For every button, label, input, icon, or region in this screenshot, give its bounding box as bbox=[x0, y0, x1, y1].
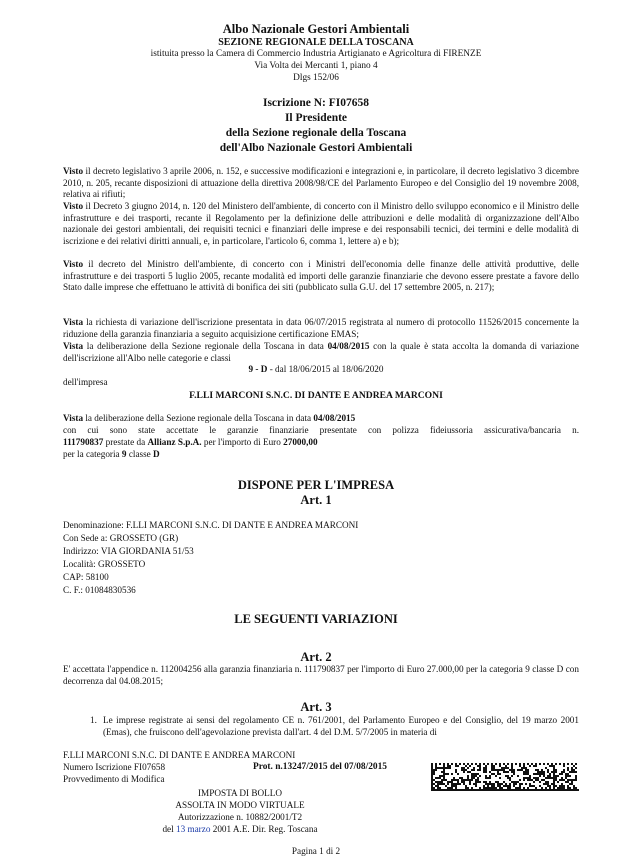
address-line: Via Volta dei Mercanti 1, piano 4 bbox=[254, 61, 378, 71]
albo-title: Albo Nazionale Gestori Ambientali bbox=[222, 22, 410, 36]
footer-provvedimento: Provvedimento di Modifica bbox=[63, 774, 165, 784]
footer-protocol: Prot. n.13247/2015 del 07/08/2015 bbox=[253, 762, 387, 772]
recital-1-text: il decreto legislativo 3 aprile 2006, n. 152, e successive modificazioni e integrazioni e, in particolare, il decreto legislativo 3 dicembre 2010, n. 205, recante disposizioni di attuazione della direttiva 2008/98/CE del Parlamento Europeo e del Consiglio del 19 novembre 2008, relativa ai rifiuti; bbox=[63, 166, 580, 200]
company-intro: dell'impresa bbox=[63, 377, 108, 387]
recital-1-verb: Visto bbox=[63, 166, 84, 176]
sede: Con Sede a: GROSSETO (GR) bbox=[63, 533, 179, 543]
recital-3 bbox=[63, 259, 579, 294]
bollo-rest: 2001 A.E. Dir. Reg. Toscana bbox=[212, 824, 318, 834]
section-title: SEZIONE REGIONALE DELLA TOSCANA bbox=[218, 37, 414, 48]
recital-6-date: 04/08/2015 bbox=[313, 413, 356, 423]
denominazione: Denominazione: F.LLI MARCONI S.N.C. DI DANTE E ANDREA MARCONI bbox=[63, 520, 359, 530]
policy-number: 111790837 bbox=[63, 437, 104, 447]
art-1-heading: Art. 1 bbox=[300, 493, 332, 507]
section-line: della Sezione regionale della Toscana bbox=[225, 127, 407, 139]
page-number: Pagina 1 di 2 bbox=[291, 846, 341, 856]
recital-3-verb: Visto bbox=[63, 259, 84, 269]
registration-number: Iscrizione N: FI07658 bbox=[262, 97, 370, 109]
company-name: F.LLI MARCONI S.N.C. DI DANTE E ANDREA MARCONI bbox=[189, 390, 443, 401]
category-number: 9 bbox=[121, 449, 127, 459]
recital-6-line2: con cui sono state accettate le garanzie finanziarie presentate con polizza fideiussoria assicurativa/bancaria n. bbox=[63, 425, 579, 435]
recital-5 bbox=[63, 341, 579, 364]
recital-6-by: prestate da bbox=[105, 437, 146, 447]
president-title: Il Presidente bbox=[284, 112, 348, 124]
recital-5-date: 04/08/2015 bbox=[327, 341, 370, 351]
recital-4-verb: Vista bbox=[63, 317, 84, 327]
recital-6-text: la deliberazione della Sezione regionale della Toscana in data bbox=[85, 413, 312, 423]
recital-2-verb: Visto bbox=[63, 201, 84, 211]
art-3-item-text: Le imprese registrate ai sensi del regolamento CE n. 761/2001, del Parlamento Europeo e del Consiglio, del 19 marzo 2001 (Emas), che fruiscono dell'agevolazione prevista dall'art. 4 del D.M. 5/7/2005 in materia di bbox=[103, 715, 579, 737]
recital-6-line3 bbox=[63, 437, 318, 449]
guarantee-amount: 27000,00 bbox=[283, 437, 318, 447]
art-3-item-number: 1. bbox=[90, 715, 97, 725]
art-2-heading: Art. 2 bbox=[300, 650, 332, 664]
cap: CAP: 58100 bbox=[63, 572, 109, 582]
recital-3-text: il decreto del Ministro dell'ambiente, di concerto con i Ministri dell'economia delle finanze delle attività produttive, delle infrastrutture e dei trasporti 5 luglio 2005, recante modalità ed importi delle garanzie finanziarie che devono essere prestate a favore dello Stato dalle imprese che effettuano le attività di bonifica dei siti (pubblicato sulla G.U. del 17 settembre 2005, n. 217); bbox=[63, 259, 580, 293]
bollo-line-3: Autorizzazione n. 10882/2001/T2 bbox=[177, 812, 303, 822]
variazioni-heading: LE SEGUENTI VARIAZIONI bbox=[234, 612, 398, 626]
indirizzo: Indirizzo: VIA GIORDANIA 51/53 bbox=[63, 546, 194, 556]
recital-6-verb: Vista bbox=[63, 413, 84, 423]
recital-5-verb: Vista bbox=[63, 341, 84, 351]
art-2-text: E' accettata l'appendice n. 112004256 alla garanzia finanziaria n. 111790837 per l'importo di Euro 27.000,00 per la categoria 9 classe D con decorrenza dal 04.08.2015; bbox=[63, 664, 579, 686]
barcode-image bbox=[431, 763, 579, 791]
insurer-name: Allianz S.p.A. bbox=[147, 437, 202, 447]
albo-line: dell'Albo Nazionale Gestori Ambientali bbox=[219, 142, 413, 154]
category-dates: - dal 18/06/2015 al 18/06/2020 bbox=[269, 364, 384, 374]
recital-4 bbox=[63, 317, 579, 340]
class-text: classe bbox=[128, 449, 151, 459]
bollo-line-4 bbox=[100, 824, 380, 836]
bollo-line-1: IMPOSTA DI BOLLO bbox=[198, 788, 282, 798]
localita: Località: GROSSETO bbox=[63, 559, 146, 569]
recital-5-text-b: con la quale è stata accolta la domanda di variazione dell'iscrizione all'Albo nelle categorie e classi bbox=[63, 341, 579, 363]
institution-line: istituita presso la Camera di Commercio Industria Artigianato e Agricoltura di FIRENZE bbox=[150, 49, 482, 59]
recital-1 bbox=[63, 166, 579, 201]
category-code: 9 - D bbox=[248, 364, 268, 374]
art-3-heading: Art. 3 bbox=[300, 700, 332, 714]
bollo-line-2: ASSOLTA IN MODO VIRTUALE bbox=[175, 800, 305, 810]
recital-5-text-a: la deliberazione della Sezione regionale della Toscana in data bbox=[86, 341, 324, 351]
bollo-date: 13 marzo bbox=[175, 824, 211, 834]
recital-6-amount-text: per l'importo di Euro bbox=[203, 437, 281, 447]
recital-4-text: la richiesta di variazione dell'iscrizione presentata in data 06/07/2015 registrata al numero di protocollo 11526/2015 concernente la riduzione della garanzia finanziaria a seguito acquisizione certificazione EMAS; bbox=[63, 317, 579, 339]
recital-2-text: il Decreto 3 giugno 2014, n. 120 del Ministero dell'ambiente, di concerto con il Ministro dello sviluppo economico e il Ministro delle infrastrutture e dei trasporti, recante il Regolamento per la definizione delle attribuzioni e delle modalità di organizzazione dell'Albo nazionale dei gestori ambientali, dei requisiti tecnici e finanziari delle imprese e dei responsabili tecnici, dei termini e delle modalità di iscrizione e dei relativi diritti annuali, e, in particolare, l'articolo 6, comma 1, lettere a) e b); bbox=[63, 201, 579, 246]
recital-6-cat-text: per la categoria bbox=[63, 449, 120, 459]
footer-company: F.LLI MARCONI S.N.C. DI DANTE E ANDREA MARCONI bbox=[63, 750, 296, 760]
law-line: Dlgs 152/06 bbox=[293, 73, 339, 83]
recital-6-line4 bbox=[63, 449, 160, 461]
dispone-heading: DISPONE PER L'IMPRESA bbox=[237, 478, 395, 492]
recital-2 bbox=[63, 201, 579, 247]
bollo-del: del bbox=[162, 824, 174, 834]
class-value: D bbox=[153, 449, 160, 459]
recital-6 bbox=[63, 413, 355, 425]
category-line bbox=[0, 364, 632, 376]
footer-numero: Numero Iscrizione FI07658 bbox=[63, 762, 166, 772]
codice-fiscale: C. F.: 01084830536 bbox=[63, 585, 136, 595]
